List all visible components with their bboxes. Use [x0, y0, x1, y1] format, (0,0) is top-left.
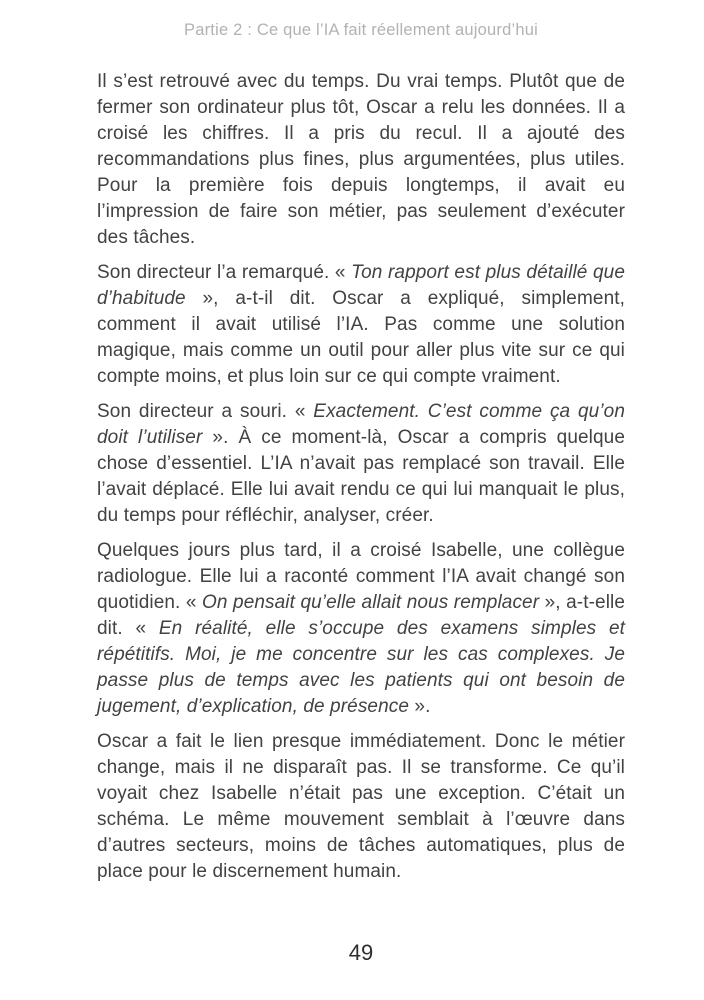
quote-italic-segment: Ton rapport est plus détaillé que d’habitude	[97, 262, 625, 309]
text-segment: Son directeur l’a remarqué. «	[97, 262, 352, 283]
paragraph	[97, 260, 625, 390]
text-segment: ».	[409, 696, 431, 717]
text-segment: Quelques jours plus tard, il a croisé Isabelle, une collègue radiologue. Elle lui a raconté comment l’IA avait changé son quotidien. «	[97, 540, 625, 613]
body-text	[97, 69, 625, 894]
text-segment: Oscar a fait le lien presque immédiatement. Donc le métier change, mais il ne disparaît pas. Il se transforme. Ce qu’il voyait chez Isabelle n’était pas une exception. C’était un schéma. Le même mouvement semblait à l’œuvre dans d’autres secteurs, moins de tâches automatiques, plus de place pour le discernement humain.	[97, 731, 625, 882]
paragraph	[97, 69, 625, 251]
quote-italic-segment: On pensait qu’elle allait nous remplacer	[202, 592, 540, 613]
paragraph	[97, 538, 625, 720]
quote-italic-segment: En réalité, elle s’occupe des examens simples et répétitifs. Moi, je me concentre sur les cas complexes. Je passe plus de temps avec les patients qui ont besoin de jugement, d’explication, de présence	[97, 618, 626, 717]
text-segment: », a-t-il dit. Oscar a expliqué, simplement, comment il avait utilisé l’IA. Pas comme une solution magique, mais comme un outil pour aller plus vite sur ce qui compte moins, et plus loin sur ce qui compte vraiment.	[97, 288, 625, 387]
text-segment: Il s’est retrouvé avec du temps. Du vrai temps. Plutôt que de fermer son ordinateur plus tôt, Oscar a relu les données. Il a croisé les chiffres. Il a pris du recul. Il a ajouté des recommandations plus fines, plus argumentées, plus utiles. Pour la première fois depuis longtemps, il avait eu l’impression de faire son métier, pas seulement d’exécuter des tâches.	[97, 71, 625, 248]
page-number: 49	[348, 940, 374, 965]
paragraph	[97, 729, 625, 885]
text-segment: ». À ce moment-là, Oscar a compris quelque chose d’essentiel. L’IA n’avait pas remplacé son travail. Elle l’avait déplacé. Elle lui avait rendu ce qui lui manquait le plus, du temps pour réfléchir, analyser, créer.	[97, 427, 626, 526]
paragraph	[97, 399, 625, 529]
text-segment: », a-t-elle dit. «	[97, 592, 626, 639]
running-header: Partie 2 : Ce que l’IA fait réellement aujourd’hui	[184, 21, 538, 39]
text-segment: Son directeur a souri. «	[97, 401, 314, 422]
quote-italic-segment: Exactement. C’est comme ça qu’on doit l’utiliser	[97, 401, 626, 448]
